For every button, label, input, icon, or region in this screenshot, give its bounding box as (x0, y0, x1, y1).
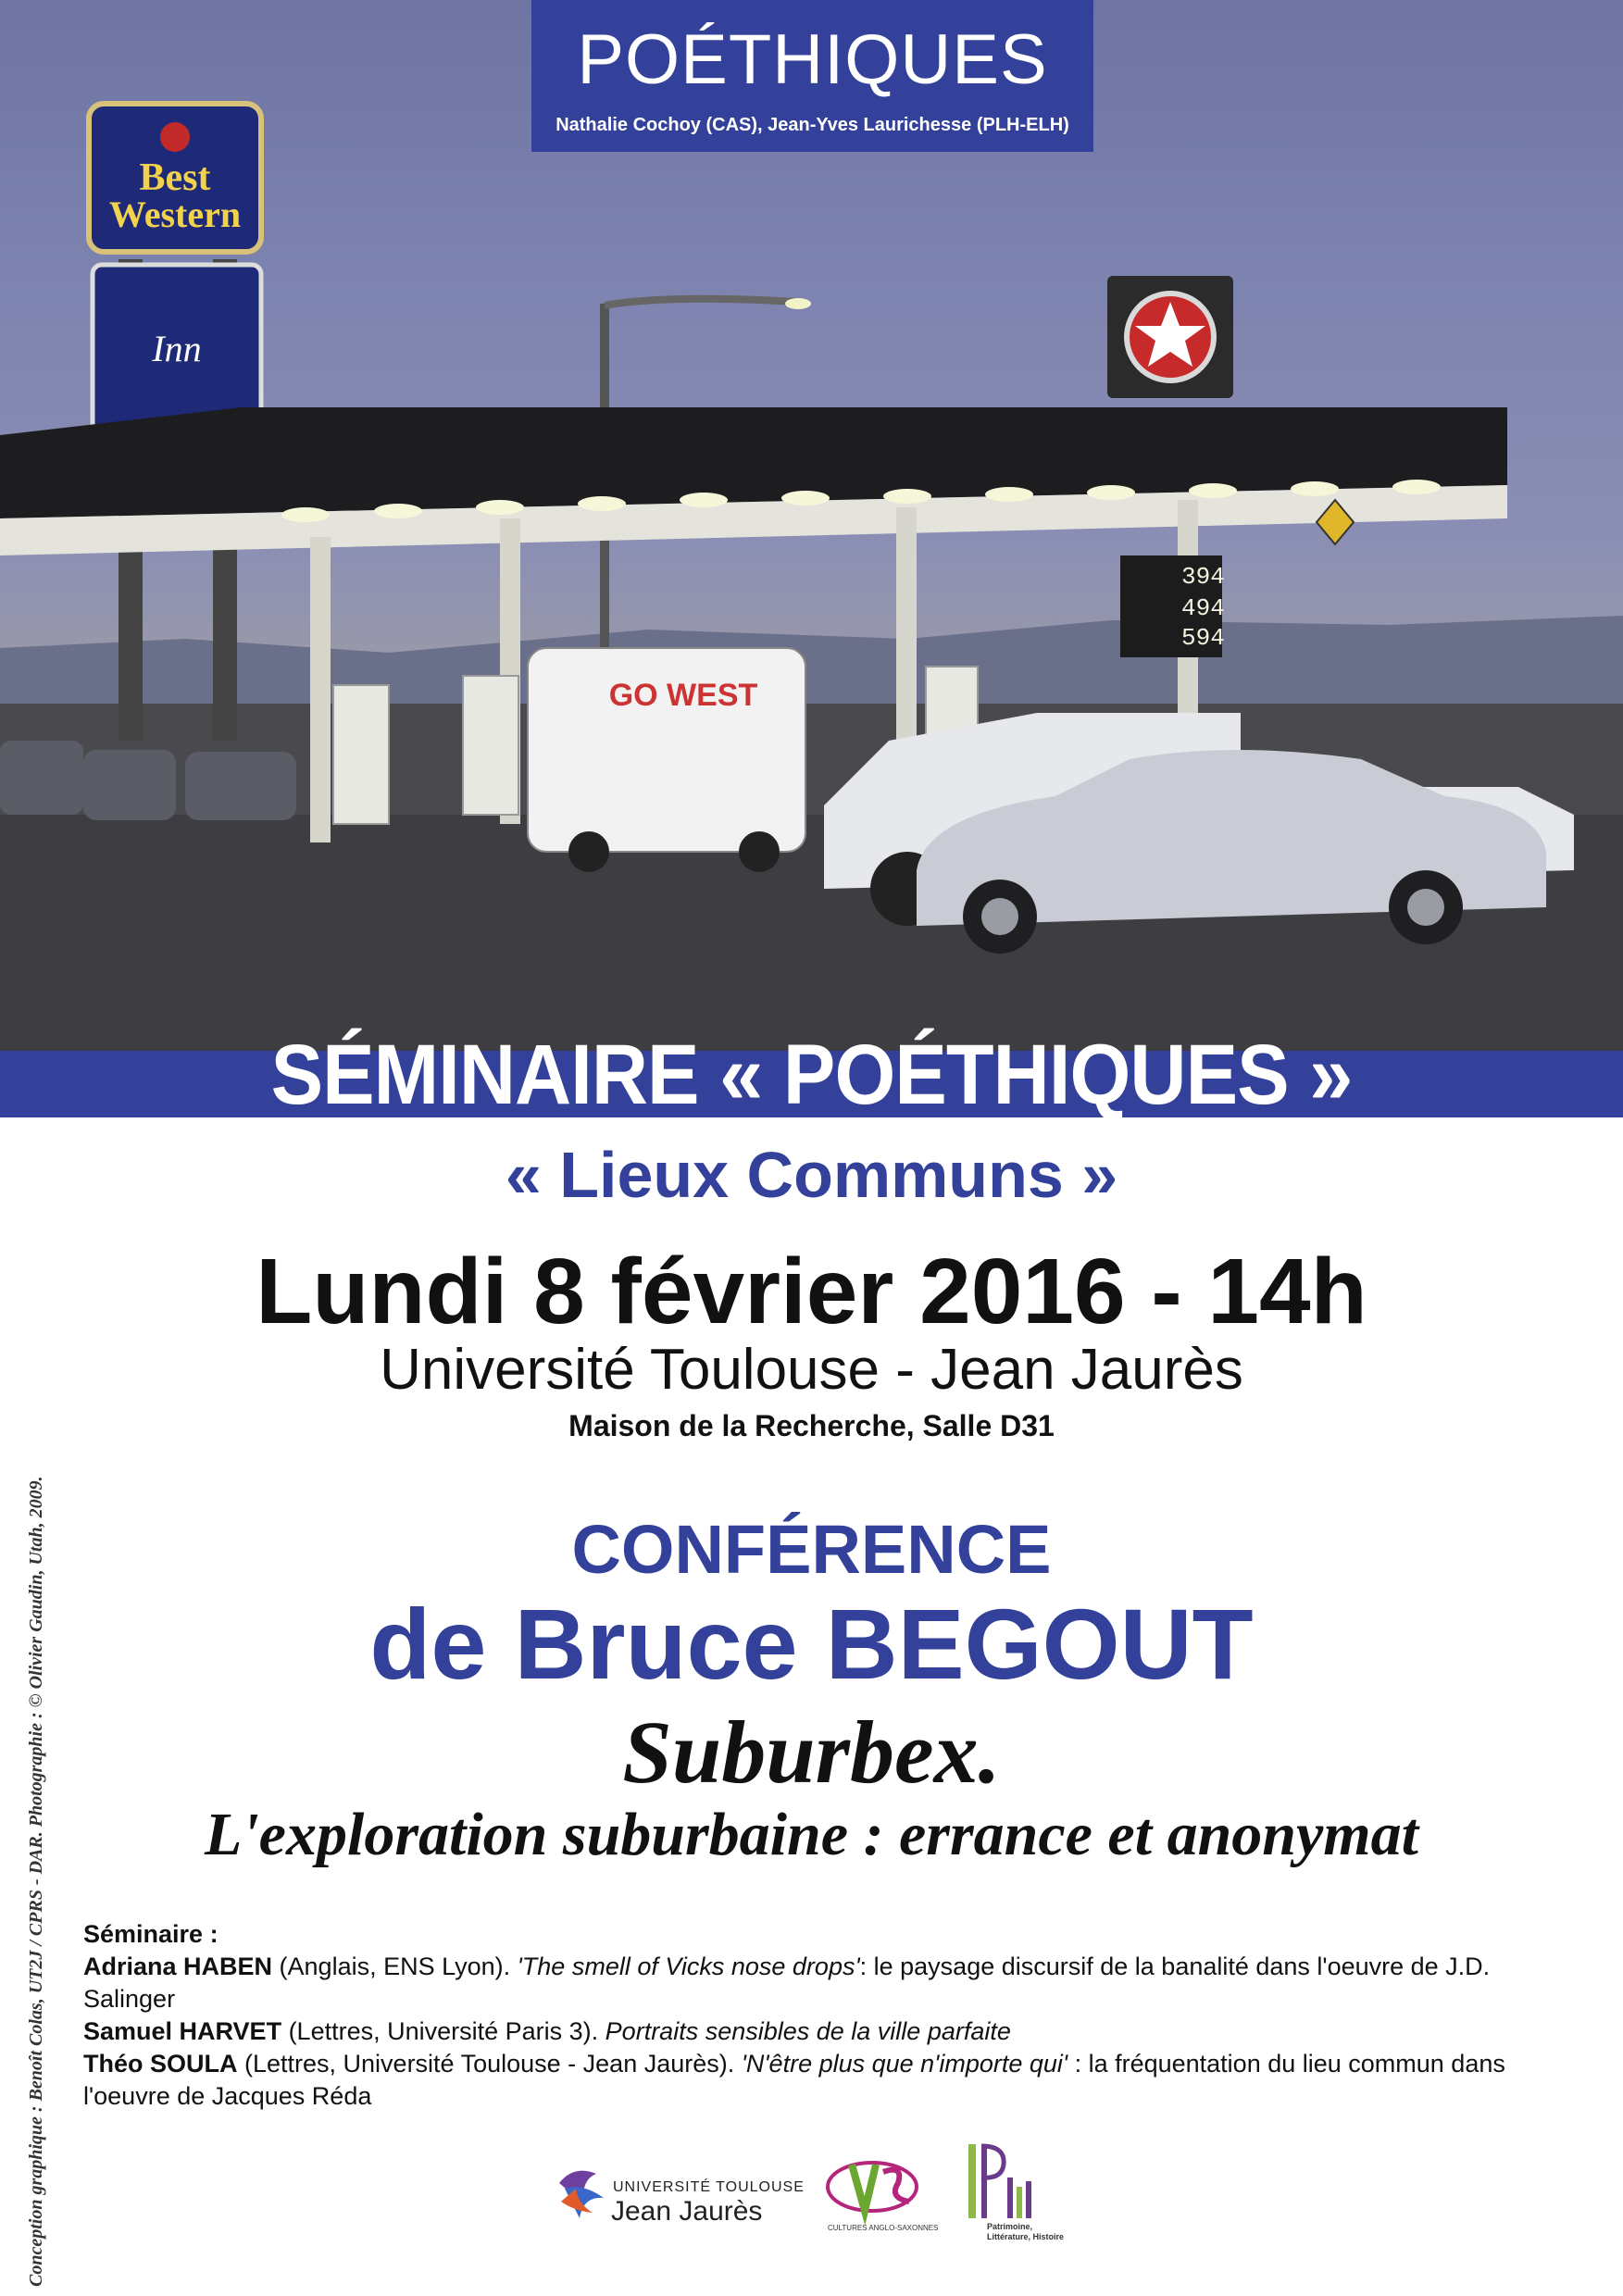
university-logo-line2: Jean Jaurès (611, 2196, 763, 2227)
event-date: Lundi 8 février 2016 - 14h (256, 1240, 1367, 1343)
partner-logos (556, 2146, 1074, 2248)
cas-logo-text: CULTURES ANGLO-SAXONNES (828, 2224, 939, 2232)
talk-title: Portraits sensibles de la ville parfaite (605, 2017, 1011, 2045)
conference-title: Suburbex. (622, 1703, 1001, 1802)
svg-text:Western: Western (108, 193, 242, 235)
svg-text:Inn: Inn (152, 328, 202, 369)
svg-text:494: 494 (1181, 594, 1225, 622)
bus-sign-text: GO WEST (608, 678, 758, 713)
conference-speaker: de Bruce BEGOUT (369, 1588, 1254, 1700)
event-university: Université Toulouse - Jean Jaurès (380, 1338, 1243, 1402)
best-western-sign-text: Best (139, 156, 211, 199)
university-logo-icon (556, 2155, 611, 2229)
seminar-talks (83, 1918, 1583, 2113)
cas-logo (824, 2146, 944, 2239)
talk-item (83, 2048, 1583, 2113)
conference-subtitle: L'exploration suburbaine : errance et anonymat (205, 1801, 1418, 1868)
talk-rest: : la fréquentation du lieu commun dans l'oeuvre de Jacques Réda (83, 2050, 1505, 2110)
university-logo-line1: UNIVERSITÉ TOULOUSE (613, 2179, 805, 2195)
talk-speaker: Adriana HABEN (83, 1953, 273, 1980)
cas-logo-icon (824, 2146, 935, 2226)
svg-text:394: 394 (1181, 563, 1225, 591)
plh-logo-icon (963, 2140, 1046, 2220)
conference-label: CONFÉRENCE (571, 1511, 1052, 1588)
seminar-label: Séminaire : (83, 1920, 218, 1948)
talk-affiliation: (Anglais, ENS Lyon). (272, 1953, 518, 1980)
talk-title: 'N'être plus que n'importe qui' (741, 2050, 1068, 2078)
bus-shape (528, 648, 805, 872)
header-organizers: Nathalie Cochoy (CAS), Jean-Yves Laurichesse (PLH-ELH) (556, 115, 1069, 135)
university-logo (556, 2155, 833, 2239)
header-box (531, 0, 1093, 152)
photo-credits: Conception graphique : Benoît Colas, UT2J / CPRS - DAR. Photographie : © Olivier Gaudin, Utah, 2009. (26, 1476, 46, 2287)
talk-speaker: Théo SOULA (83, 2050, 238, 2078)
talk-affiliation: (Lettres, Université Toulouse - Jean Jaurès). (237, 2050, 742, 2078)
seminar-theme: « Lieux Communs » (505, 1139, 1118, 1211)
svg-text:594: 594 (1181, 624, 1225, 652)
talk-item (83, 2015, 1583, 2048)
talk-rest: : le paysage discursif de la banalité dans l'oeuvre de J.D. Salinger (83, 1953, 1491, 2013)
talk-affiliation: (Lettres, Université Paris 3). (281, 2017, 606, 2045)
talk-title: 'The smell of Vicks nose drops' (517, 1953, 860, 1980)
event-venue: Maison de la Recherche, Salle D31 (568, 1409, 1055, 1442)
header-title: POÉTHIQUES (577, 20, 1048, 99)
talk-item (83, 1951, 1583, 2015)
plh-logo-text: Patrimoine, Littérature, Histoire (987, 2222, 1065, 2241)
seminar-title: SÉMINAIRE « POÉTHIQUES » (270, 1028, 1353, 1122)
plh-logo (963, 2140, 1074, 2244)
gas-station-illustration (0, 0, 1623, 1051)
cover-photo (0, 0, 1623, 1051)
talk-speaker: Samuel HARVET (83, 2017, 282, 2045)
